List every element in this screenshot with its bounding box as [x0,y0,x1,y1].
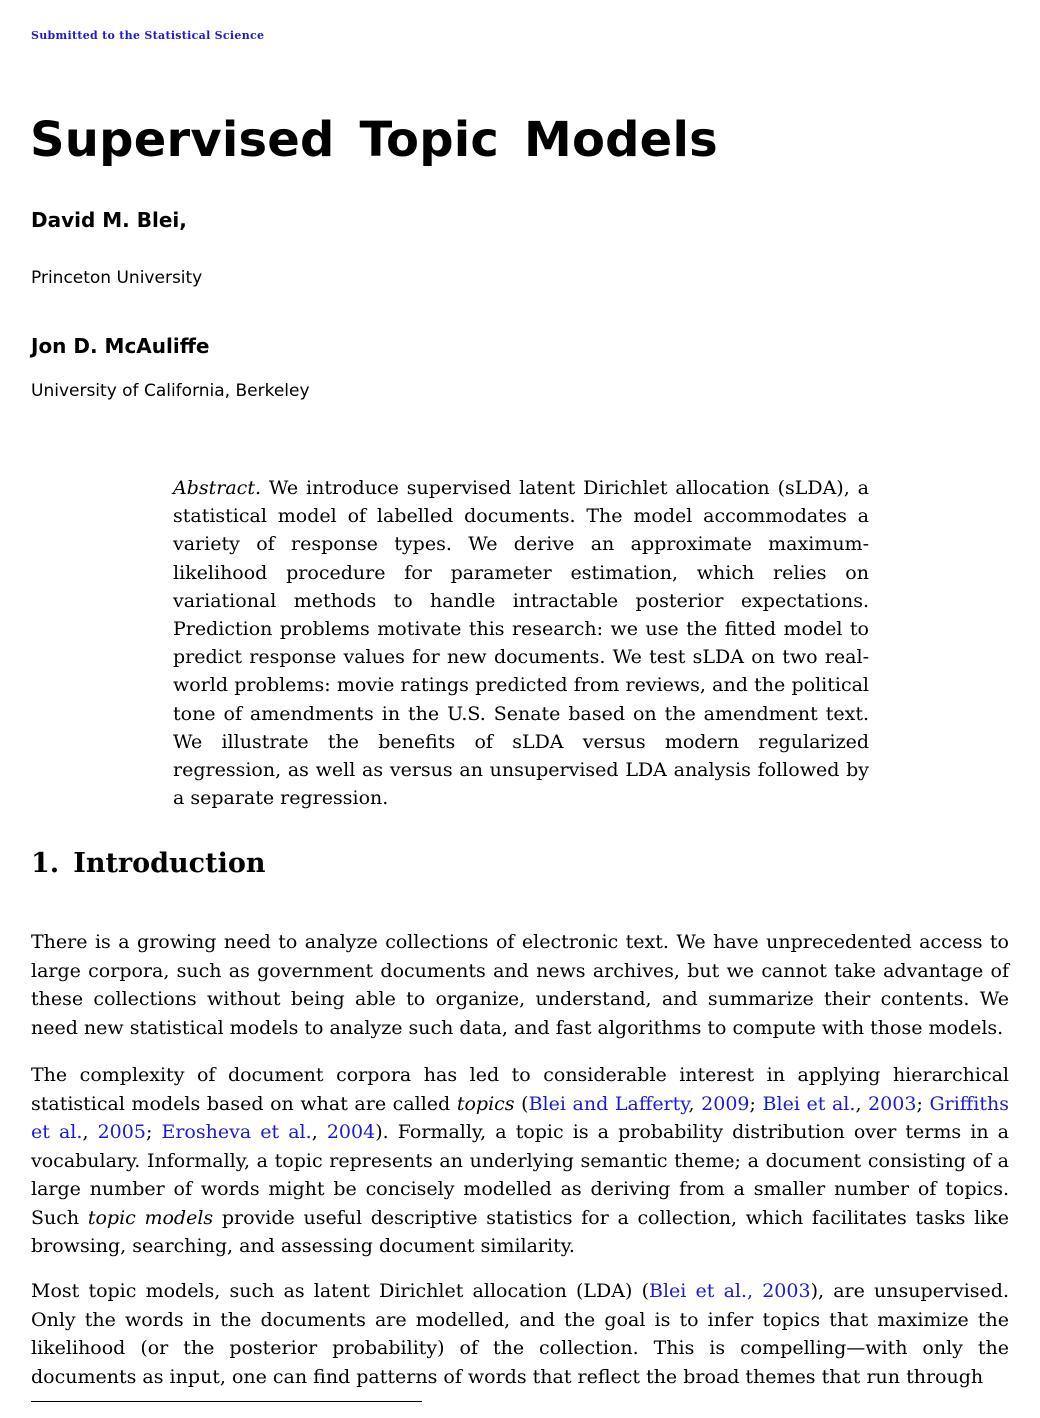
citation-year-link[interactable]: 2004 [326,1121,376,1143]
footnote-rule [31,1401,422,1402]
section-heading [31,848,265,879]
author-affiliation-1: Princeton University [31,268,203,288]
citation-year-link[interactable]: 2003 [868,1092,917,1115]
intro-paragraph-1: There is a growing need to analyze collections of electronic text. We have unprecedented access to large corpora, such as government documents and news archives, but we cannot take advantage of these collections without being able to organize, understand, and summarize their contents. We need new statistical models to analyze such data, and fast algorithms to compute with those models. [31,931,1009,1039]
emphasis-text: topic models [87,1206,214,1229]
author-name-2: Jon D. McAuliffe [31,334,210,358]
citation-link[interactable]: Erosheva et al. [161,1121,312,1143]
text-run: , [311,1121,327,1143]
abstract-text: We introduce supervised latent Dirichlet allocation (sLDA), a statistical model of labelled documents. The model accommodates a variety of response types. We derive an approximate maximum-likelihood procedure for parameter estimation, which relies on variational methods to handle intractable posterior expectations. Prediction problems motivate this research: we use the fitted model to predict response values for new documents. We test sLDA on two real-world problems: movie ratings predicted from reviews, and the political tone of amendments in the U.S. Senate based on the amendment text. We illustrate the benefits of sLDA versus modern regularized regression, as well as versus an unsupervised LDA analysis followed by a separate regression. [173,477,869,810]
text-run: provide useful descriptive statistics for a collection, which facilitates tasks like browsing, searching, and assessing document similarity. [31,1206,1009,1257]
text-run: , [855,1092,869,1115]
intro-paragraph-3 [31,1277,1009,1391]
author-name-1: David M. Blei, [31,208,187,232]
citation-link[interactable]: Blei et al. [762,1092,856,1115]
text-run: ( [514,1092,529,1115]
text-run: , [688,1092,702,1115]
text-run: ; [145,1121,162,1143]
citation-link[interactable]: Blei and Lafferty [528,1092,689,1115]
intro-paragraph-2 [31,1061,1009,1261]
text-run: ; [749,1092,763,1115]
abstract [173,474,869,812]
citation-link[interactable]: Blei et al., 2003 [648,1280,811,1302]
running-head: Submitted to the Statistical Science [31,29,265,42]
section-number: 1. [31,848,60,879]
text-run: The complexity of document corpora has led to considerable interest in applying hierarchical statistical models based on what are called [31,1064,1009,1115]
citation-year-link[interactable]: 2009 [701,1092,750,1115]
author-affiliation-2: University of California, Berkeley [31,381,310,401]
text-run: ). Formally, a topic is a probability distribution over terms in a vocabulary. Informally, a topic represents an underlying semantic theme; a document consisting of a large number of words might be concisely modelled as deriving from a smaller number of topics. Such [31,1121,1009,1229]
text-run: Most topic models, such as latent Dirichlet allocation (LDA) ( [31,1280,649,1302]
text-run: , [82,1121,98,1143]
text-run: ; [916,1092,930,1115]
citation-year-link[interactable]: 2005 [97,1121,146,1143]
paper-title: Supervised Topic Models [30,112,718,168]
section-title: Introduction [73,848,266,879]
text-run: ), are unsupervised. Only the words in the documents are modelled, and the goal is to infer topics that maximize the likelihood (or the posterior probability) of the collection. This is compelling—with only the documents as input, one can find patterns of words that reflect the broad themes that run through [31,1280,1009,1388]
emphasis-text: topics [456,1092,515,1115]
abstract-label: Abstract. [173,477,261,499]
citation-link[interactable]: Griffiths et al. [31,1092,1010,1143]
